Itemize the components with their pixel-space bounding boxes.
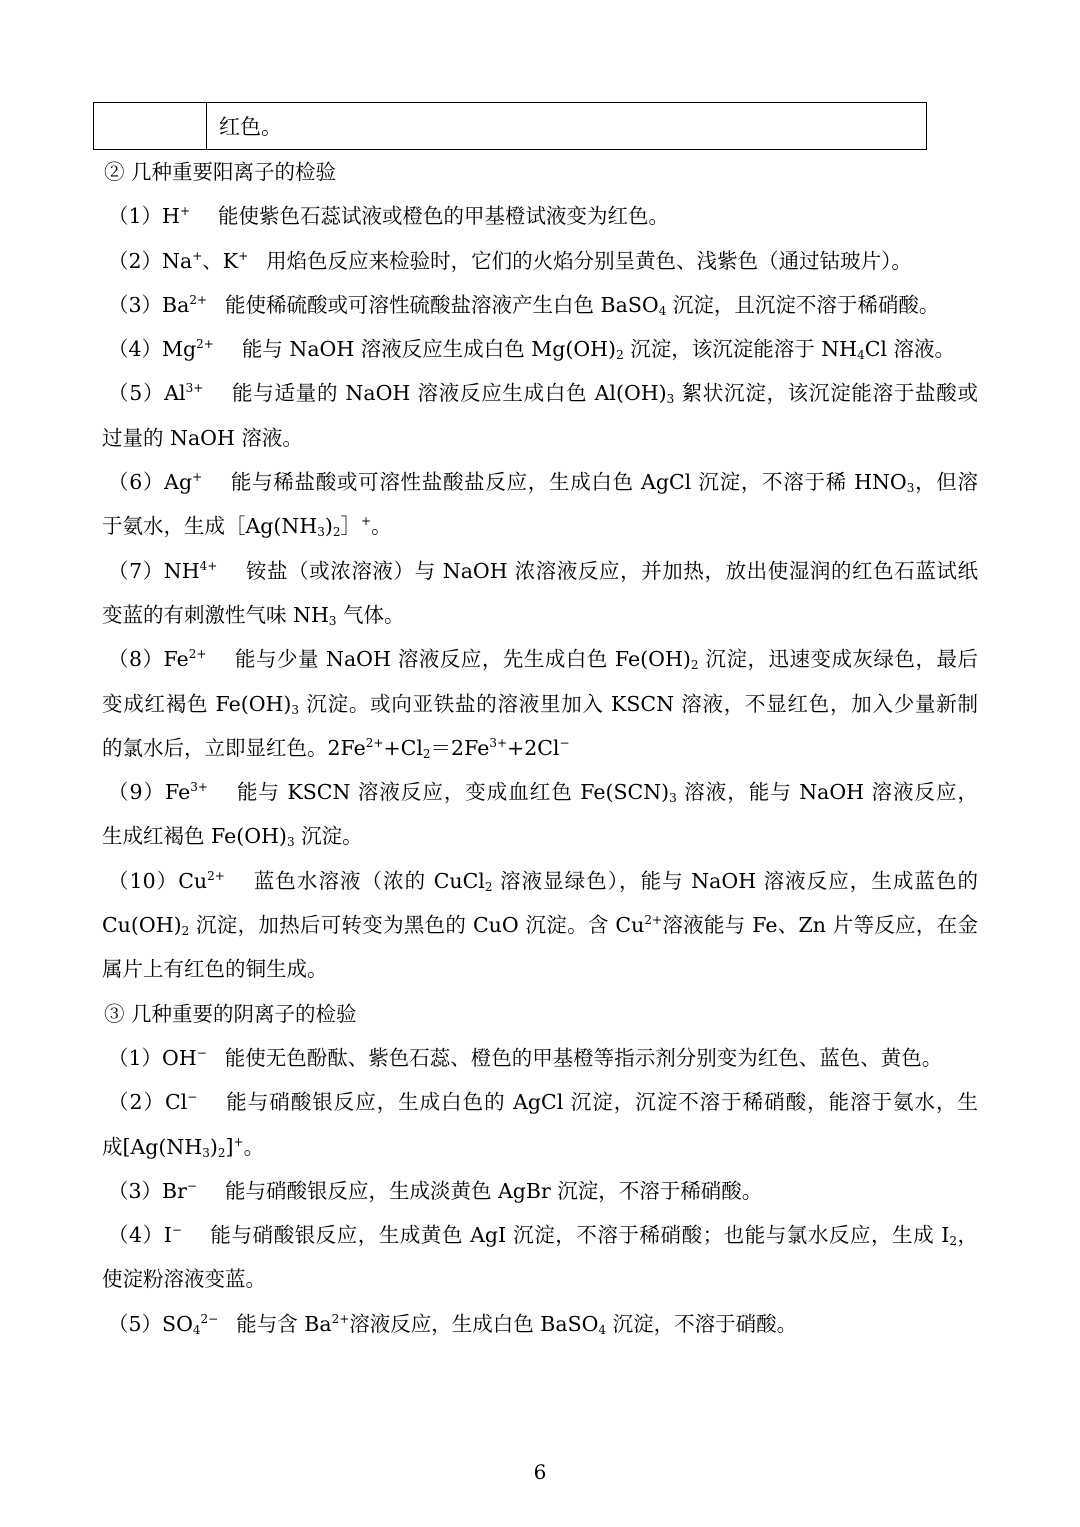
list-item-continuation: $Cu(OH)_2$ 沉淀，加热后可转变为黑色的 CuO 沉淀。含 $Cu^{2+}$溶液能与 Fe、Zn 片等反应，在金 bbox=[102, 913, 978, 939]
ion-symbol: Cu bbox=[178, 868, 208, 893]
ion-symbol: OH bbox=[162, 1045, 197, 1070]
ion-symbol: SO bbox=[162, 1311, 193, 1336]
page-number: 6 bbox=[533, 1460, 547, 1484]
list-item: （1）OH− 能使无色酚酞、紫色石蕊、橙色的甲基橙等指示剂分别变为红色、蓝色、黄色。 bbox=[108, 1045, 943, 1070]
list-item-continuation: 属片上有红色的铜生成。 bbox=[102, 957, 328, 982]
ion-symbol: H bbox=[162, 204, 180, 229]
ion-symbol: Ag bbox=[164, 470, 193, 495]
ion-symbol: Ba bbox=[162, 292, 190, 317]
list-item-continuation: 于氨水，生成$[Ag(NH_3)_2]^+$。 bbox=[102, 514, 392, 540]
list-item: $(10)Cu^{2+}$ 蓝色水溶液（浓的 CuCl$_2$ 溶液显绿色），能与 NaOH 溶液反应，生成蓝色的 bbox=[108, 868, 978, 894]
section-heading-cations: ② 几种重要阳离子的检验 bbox=[104, 160, 337, 184]
ion-symbol: Mg bbox=[162, 337, 197, 362]
table-fragment bbox=[93, 102, 927, 150]
list-item: （4）I− 能与硝酸银反应，生成黄色 AgI 沉淀，不溶于稀硝酸；也能与氯水反应，生成 $I_2$， bbox=[108, 1223, 979, 1249]
list-item: （3）Br− 能与硝酸银反应，生成淡黄色 AgBr 沉淀，不溶于稀硝酸。 bbox=[108, 1178, 763, 1203]
list-item-continuation: 变蓝的有刺激性气味 $NH_3$ 气体。 bbox=[102, 602, 405, 628]
list-item: （2）Na+、K+ 用焰色反应来检验时，它们的火焰分别呈黄色、浅紫色（通过钴玻片）。 bbox=[108, 248, 912, 273]
list-item: $(7)NH^{4+}$ 铵盐（或浓溶液）与 NaOH 浓溶液反应，并加热，放出使湿润的红色石蓝试纸 bbox=[108, 558, 978, 583]
table-cell-text: 红色。 bbox=[207, 103, 927, 150]
list-item: $(5)Al^{3+}$ 能与适量的 NaOH 溶液反应生成白色 $Al(OH)_3$ 絮状沉淀，该沉淀能溶于盐酸或 bbox=[108, 381, 979, 407]
list-item-equation: 的氯水后，立即显红色。$2Fe^{2+}+Cl_2=2Fe^{3+}+2Cl^-$ bbox=[102, 735, 570, 761]
list-item-continuation: 变成红褐色 $Fe(OH)_3$ 沉淀。或向亚铁盐的溶液里加入 KSCN 溶液，不显红色，加入少量新制 bbox=[102, 691, 979, 717]
main-content bbox=[102, 150, 978, 1346]
list-item: （2）Cl− 能与硝酸银反应，生成白色的 AgCl 沉淀，沉淀不溶于稀硝酸，能溶于氨水，生 bbox=[108, 1090, 978, 1115]
list-item: $(3)Ba^{2+}$ 能使稀硫酸或可溶性硫酸盐溶液产生白色 BaSO$_4$ 沉淀，且沉淀不溶于稀硝酸。 bbox=[108, 292, 940, 318]
list-item: （6）Ag+ 能与稀盐酸或可溶性盐酸盐反应，生成白色 AgCl 沉淀，不溶于稀 $HNO_3$，但溶 bbox=[108, 470, 978, 496]
list-item-continuation: 使淀粉溶液变蓝。 bbox=[102, 1267, 266, 1292]
list-item: $(5)SO_4^{2-}$ 能与含 $Ba^{2+}$溶液反应，生成白色 BaSO$_4$ 沉淀，不溶于硝酸。 bbox=[108, 1311, 798, 1337]
section-heading-anions: ③ 几种重要的阴离子的检验 bbox=[104, 1001, 357, 1026]
ion-symbol: K bbox=[222, 248, 239, 273]
ion-symbol: I bbox=[163, 1223, 172, 1248]
ion-symbol: Fe bbox=[165, 780, 191, 805]
list-item-continuation: 成$[Ag(NH_3)_2]^+$。 bbox=[102, 1134, 265, 1160]
table-cell-empty bbox=[94, 103, 207, 150]
ion-symbol: NH bbox=[163, 558, 200, 583]
ion-symbol: Al bbox=[164, 381, 186, 406]
ion-symbol: Cl bbox=[165, 1090, 188, 1115]
list-item-continuation: 生成红褐色 $Fe(OH)_3$ 沉淀。 bbox=[102, 824, 363, 850]
list-item: $(9)Fe^{3+}$ 能与 KSCN 溶液反应，变成血红色 $Fe(SCN)_3$ 溶液，能与 NaOH 溶液反应， bbox=[108, 780, 978, 806]
list-item: $(8)Fe^{2+}$ 能与少量 NaOH 溶液反应，先生成白色 $Fe(OH)_2$ 沉淀，迅速变成灰绿色，最后 bbox=[108, 647, 978, 673]
ion-symbol: Na bbox=[162, 248, 193, 273]
ion-symbol: Fe bbox=[163, 647, 189, 672]
table-row bbox=[94, 103, 927, 150]
list-item: $(4)Mg^{2+}$ 能与 NaOH 溶液反应生成白色 $Mg(OH)_2$ 沉淀，该沉淀能溶于 $NH_4Cl$ 溶液。 bbox=[108, 337, 955, 363]
list-item: （1）H+ 能使紫色石蕊试液或橙色的甲基橙试液变为红色。 bbox=[108, 204, 669, 229]
ion-symbol: Br bbox=[162, 1178, 187, 1203]
list-item-continuation: 过量的 NaOH 溶液。 bbox=[102, 425, 303, 450]
